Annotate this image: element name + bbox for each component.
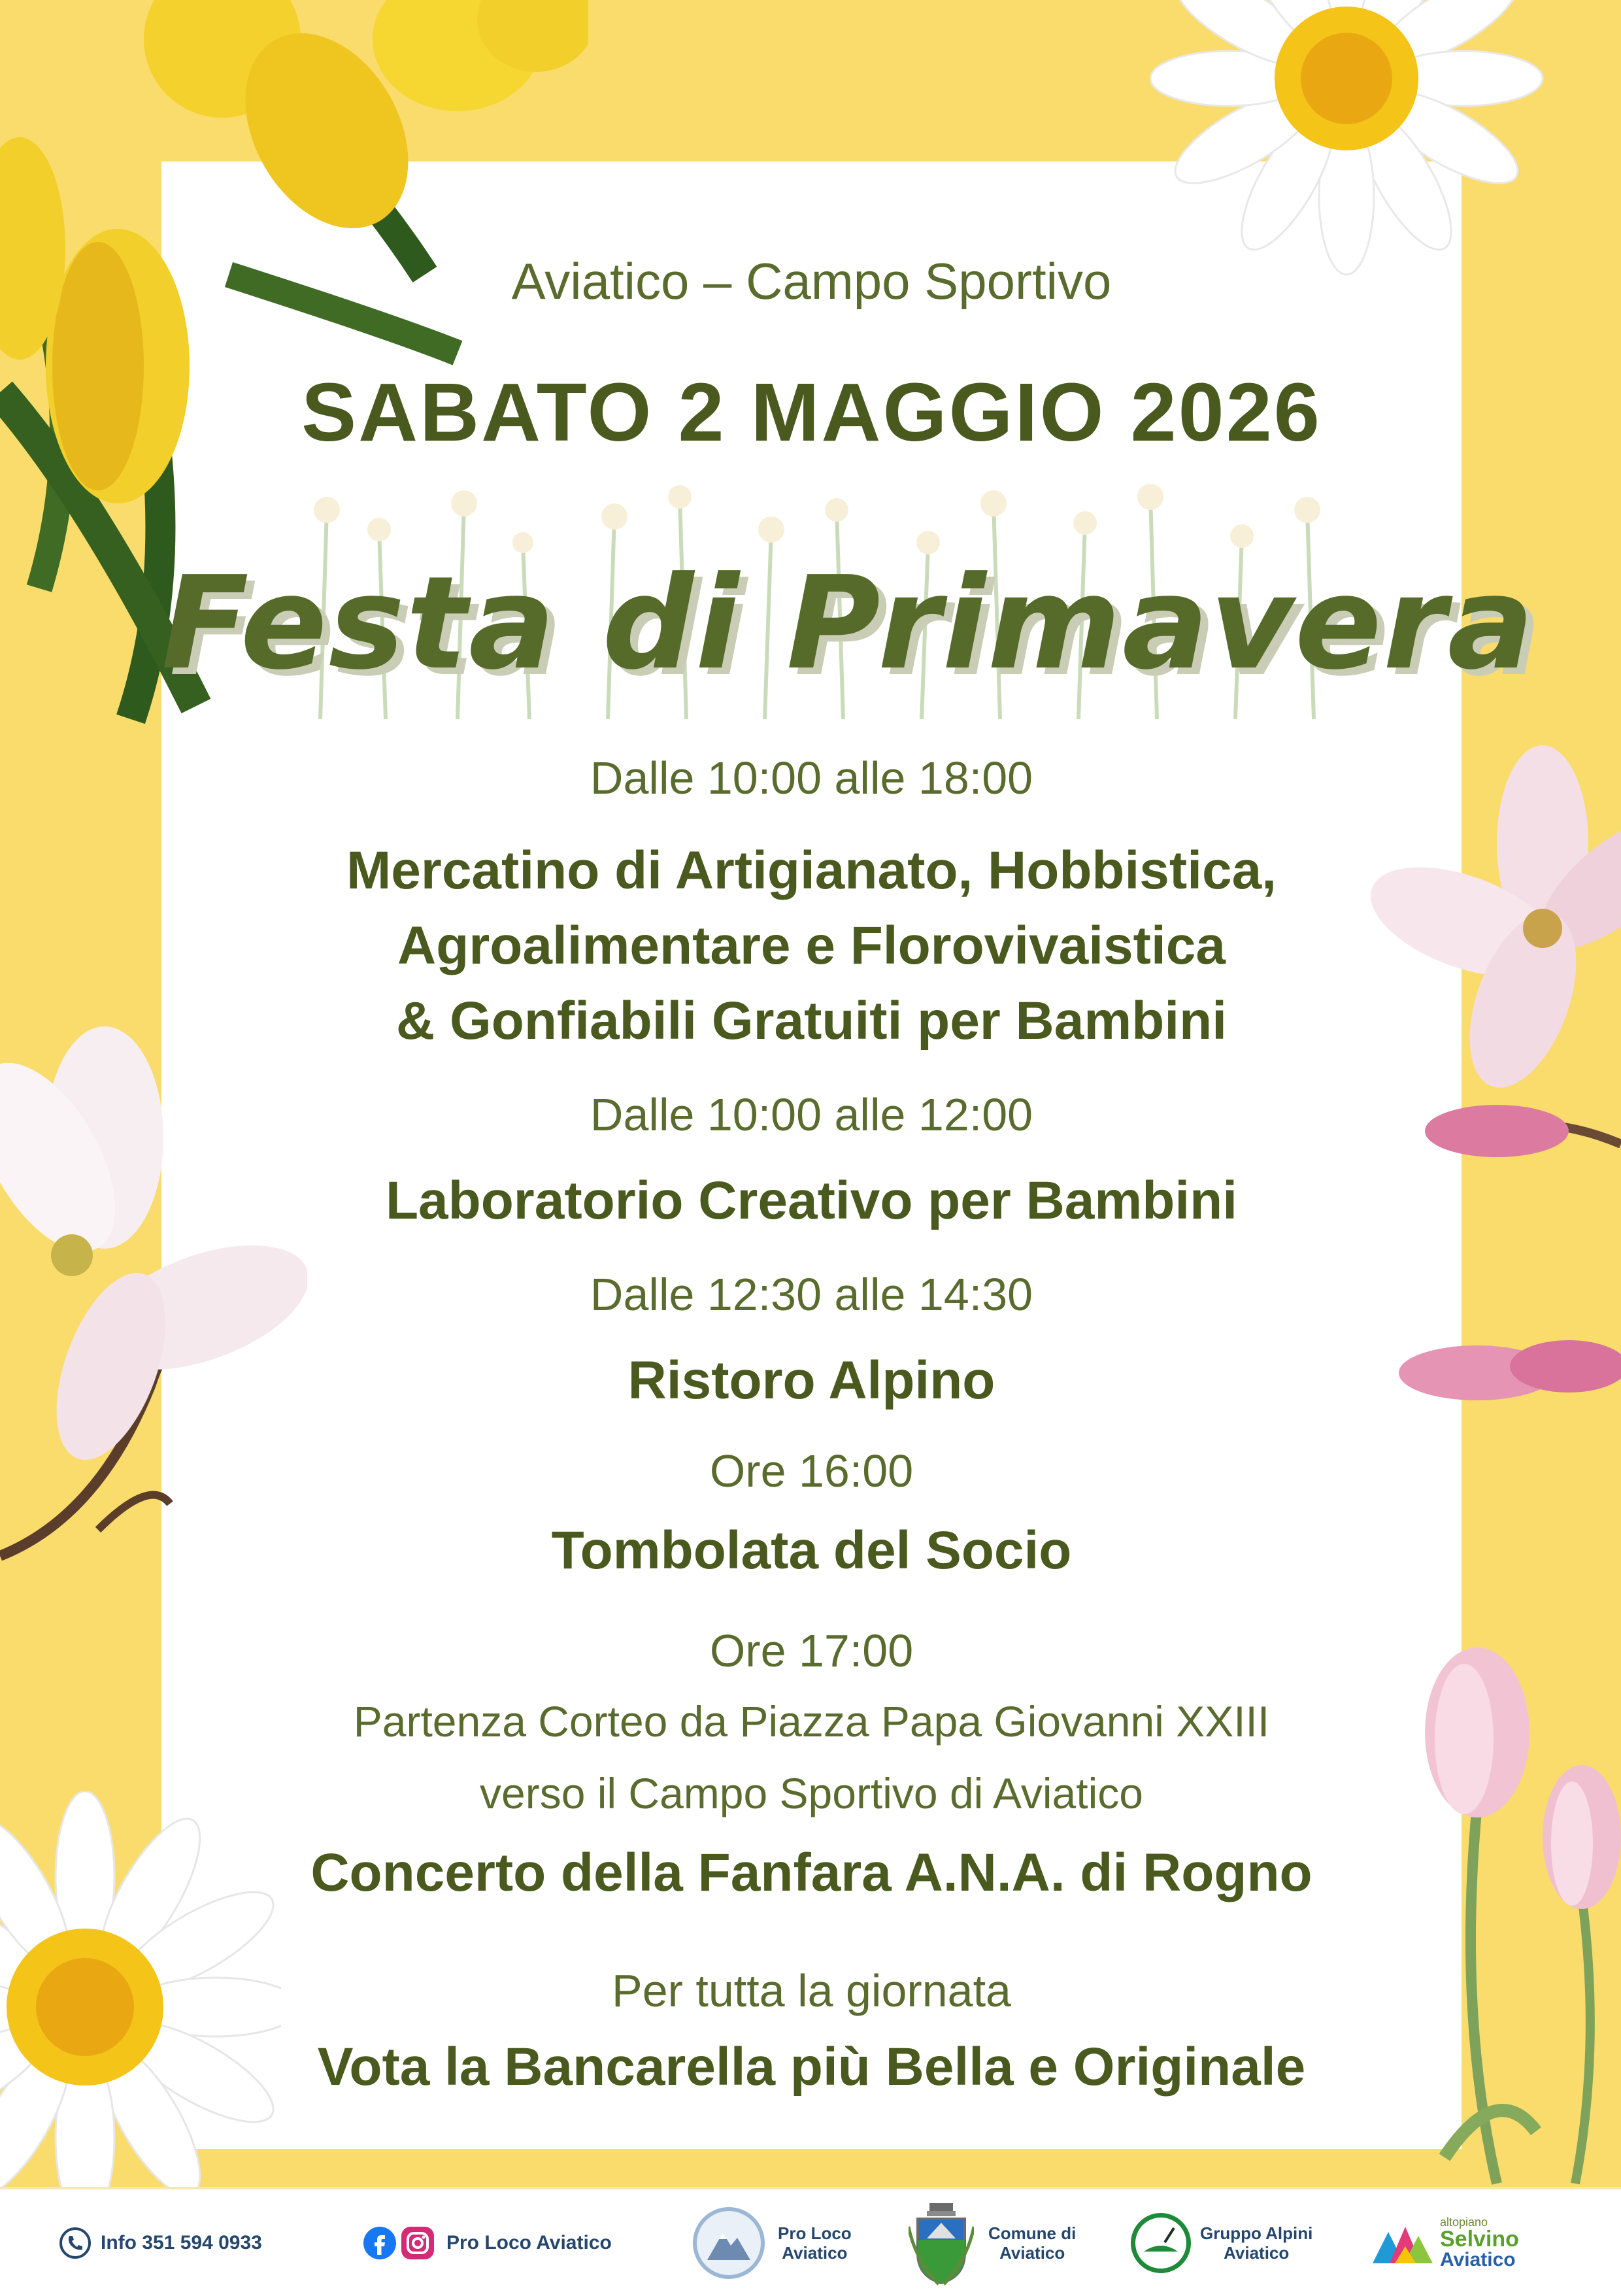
program-subline-5b: verso il Campo Sportivo di Aviatico xyxy=(480,1769,1143,1817)
program-time-5: Ore 17:00 xyxy=(709,1625,914,1676)
facebook-icon[interactable] xyxy=(363,2226,397,2260)
instagram-icon[interactable] xyxy=(401,2226,435,2260)
mountain-icon xyxy=(706,2223,752,2263)
alpine-hat-icon xyxy=(1141,2227,1180,2259)
location-text: Aviatico – Campo Sportivo xyxy=(511,252,1112,310)
program-line-1a: Mercatino di Artigianato, Hobbistica, xyxy=(346,841,1277,900)
program-time-6: Per tutta la giornata xyxy=(612,1965,1011,2016)
alpini-label-2: Aviatico xyxy=(1224,2242,1290,2263)
footer-logo-alpini[interactable] xyxy=(1131,2189,1312,2296)
altopiano-label-2: Aviatico xyxy=(1440,2248,1516,2271)
coat-of-arms-icon xyxy=(909,2201,974,2286)
program-line-6: Vota la Bancarella più Bella e Originale xyxy=(317,2037,1306,2097)
program-line-1b: Agroalimentare e Florovivaistica xyxy=(397,916,1226,975)
program-line-1c: & Gonfiabili Gratuiti per Bambini xyxy=(395,991,1228,1051)
altopiano-mountains-icon xyxy=(1373,2220,1435,2266)
alpini-logo xyxy=(1131,2213,1191,2273)
footer-phone[interactable] xyxy=(59,2189,262,2296)
altopiano-label-1: Selvino xyxy=(1440,2226,1519,2252)
alpini-label-1: Gruppo Alpini xyxy=(1200,2223,1313,2243)
footer-bar xyxy=(0,2187,1621,2296)
phone-text: Info 351 594 0933 xyxy=(101,2231,262,2254)
footer-logo-proloco[interactable] xyxy=(693,2189,852,2296)
program-time-4: Ore 16:00 xyxy=(709,1445,914,1496)
altopiano-small-label: altopiano xyxy=(1440,2215,1488,2229)
comune-label-1: Comune di xyxy=(988,2223,1077,2243)
proloco-label-2: Aviatico xyxy=(782,2242,848,2263)
phone-icon xyxy=(59,2227,92,2259)
footer-social[interactable] xyxy=(363,2189,612,2296)
program-line-5: Concerto della Fanfara A.N.A. di Rogno xyxy=(310,1843,1312,1902)
program-line-3: Ristoro Alpino xyxy=(627,1351,995,1410)
event-date: SABATO 2 MAGGIO 2026 xyxy=(301,366,1322,458)
program-line-2: Laboratorio Creativo per Bambini xyxy=(385,1171,1238,1230)
event-title: Festa di Primavera xyxy=(161,549,1535,698)
proloco-label-1: Pro Loco xyxy=(778,2223,852,2243)
program-line-4: Tombolata del Socio xyxy=(551,1521,1072,1580)
program-time-3: Dalle 12:30 alle 14:30 xyxy=(590,1269,1033,1320)
social-text: Pro Loco Aviatico xyxy=(446,2231,612,2254)
program-time-2: Dalle 10:00 alle 12:00 xyxy=(590,1089,1033,1140)
proloco-logo xyxy=(693,2207,765,2279)
comune-label-2: Aviatico xyxy=(999,2242,1065,2263)
program-time-1: Dalle 10:00 alle 18:00 xyxy=(590,752,1033,803)
footer-logo-altopiano[interactable] xyxy=(1373,2189,1519,2296)
footer-logo-comune[interactable] xyxy=(909,2189,1076,2296)
program-subline-5a: Partenza Corteo da Piazza Papa Giovanni XXIII xyxy=(353,1697,1270,1746)
